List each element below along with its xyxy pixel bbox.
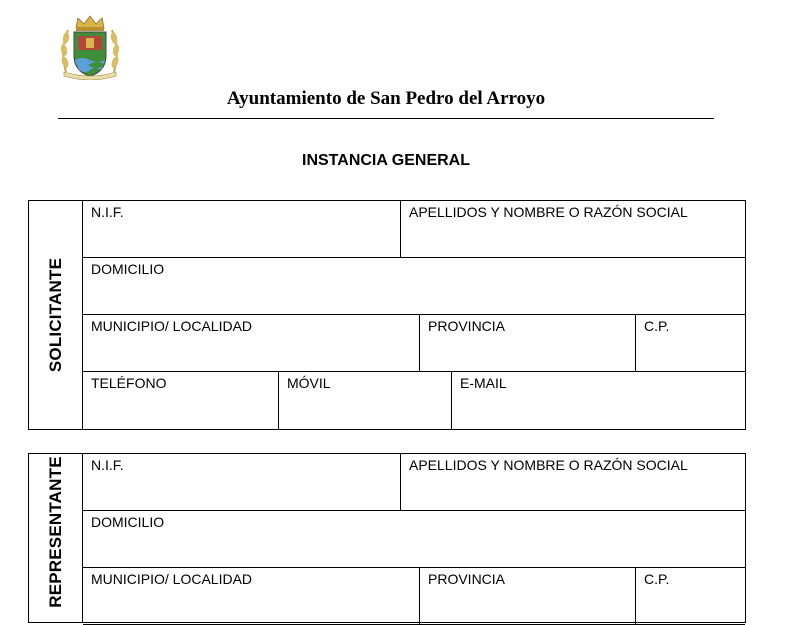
field-label: APELLIDOS Y NOMBRE O RAZÓN SOCIAL bbox=[409, 457, 688, 473]
representante-nif-field[interactable] bbox=[83, 454, 400, 510]
coat-of-arms-icon bbox=[58, 14, 122, 80]
field-label: DOMICILIO bbox=[91, 261, 165, 277]
field-label: C.P. bbox=[644, 571, 670, 587]
field-label: PROVINCIA bbox=[428, 318, 506, 334]
solicitante-row-identity bbox=[83, 201, 745, 258]
municipality-title: Ayuntamiento de San Pedro del Arroyo bbox=[226, 88, 546, 109]
solicitante-nif-field[interactable] bbox=[83, 201, 400, 257]
representante-row-address bbox=[83, 511, 745, 568]
representante-domicilio-field[interactable] bbox=[83, 511, 745, 567]
solicitante-side-panel bbox=[29, 201, 83, 429]
representante-cp-field[interactable] bbox=[635, 568, 745, 624]
solicitante-movil-field[interactable] bbox=[278, 372, 451, 429]
solicitante-section-label: SOLICITANTE bbox=[46, 257, 65, 373]
solicitante-row-address bbox=[83, 258, 745, 315]
header-divider bbox=[58, 118, 714, 119]
solicitante-municipio-field[interactable] bbox=[83, 315, 419, 371]
form-title: INSTANCIA GENERAL bbox=[302, 152, 470, 169]
field-label: MÓVIL bbox=[287, 375, 331, 391]
representante-name-field[interactable] bbox=[400, 454, 745, 510]
field-label: N.I.F. bbox=[91, 457, 124, 473]
field-label: APELLIDOS Y NOMBRE O RAZÓN SOCIAL bbox=[409, 204, 688, 220]
field-label: N.I.F. bbox=[91, 204, 124, 220]
representante-section-label: REPRESENTANTE bbox=[46, 456, 65, 608]
solicitante-name-field[interactable] bbox=[400, 201, 745, 257]
field-label: PROVINCIA bbox=[428, 571, 506, 587]
representante-provincia-field[interactable] bbox=[419, 568, 635, 624]
field-label: C.P. bbox=[644, 318, 670, 334]
field-label: TELÉFONO bbox=[91, 375, 167, 391]
field-label: E-MAIL bbox=[460, 375, 507, 391]
field-label: MUNICIPIO/ LOCALIDAD bbox=[91, 571, 253, 587]
representante-row-identity bbox=[83, 454, 745, 511]
field-label: MUNICIPIO/ LOCALIDAD bbox=[91, 318, 253, 334]
solicitante-telefono-field[interactable] bbox=[83, 372, 278, 429]
solicitante-row-contact bbox=[83, 372, 745, 429]
representante-section bbox=[28, 453, 746, 623]
solicitante-row-location bbox=[83, 315, 745, 372]
solicitante-email-field[interactable] bbox=[451, 372, 745, 429]
representante-municipio-field[interactable] bbox=[83, 568, 419, 624]
solicitante-provincia-field[interactable] bbox=[419, 315, 635, 371]
solicitante-section bbox=[28, 200, 746, 430]
solicitante-cp-field[interactable] bbox=[635, 315, 745, 371]
field-label: DOMICILIO bbox=[91, 514, 165, 530]
solicitante-domicilio-field[interactable] bbox=[83, 258, 745, 314]
